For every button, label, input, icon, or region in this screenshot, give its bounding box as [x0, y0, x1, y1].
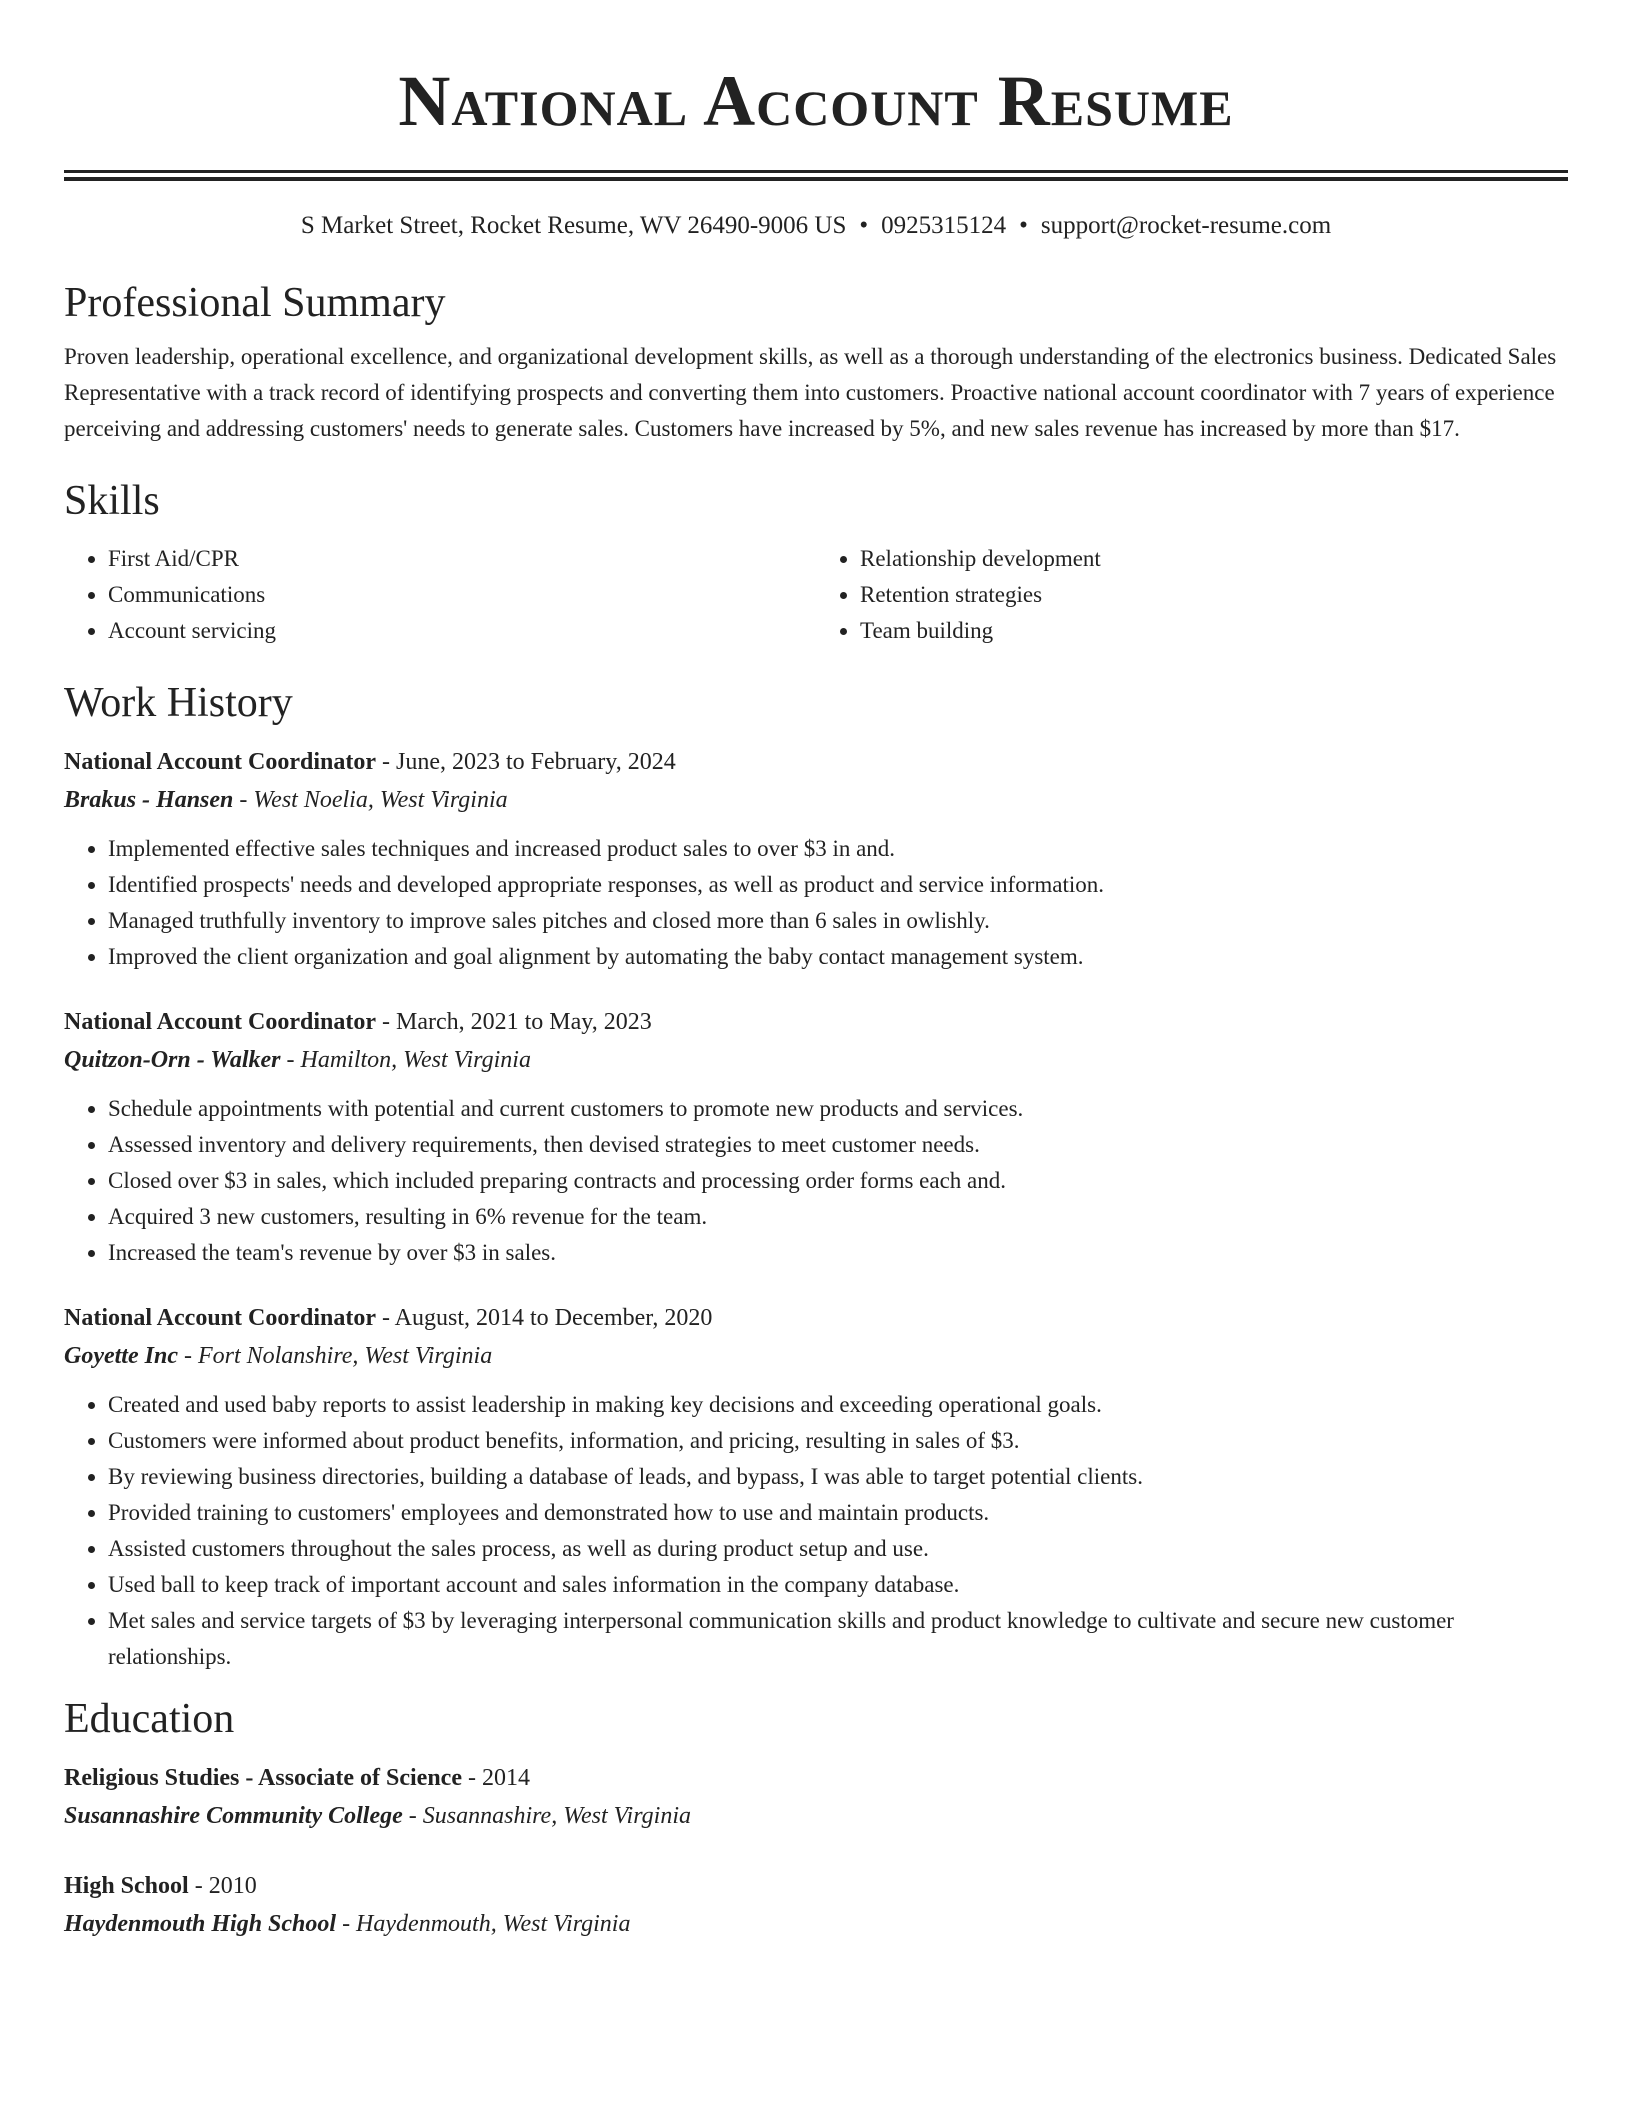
degree-line: [64, 1867, 1568, 1905]
skills-section: [64, 475, 1568, 649]
work-history-heading: Work History: [64, 680, 293, 726]
job-bullet: • Identified prospects' needs and developed appropriate responses, as well as product and service information.: [108, 867, 1568, 903]
skill-item: • Relationship development: [860, 541, 1568, 577]
school-location: - Susannashire, West Virginia: [402, 1803, 691, 1829]
graduation-year: - 2010: [188, 1873, 257, 1899]
contact-phone: 0925315124: [881, 212, 1007, 239]
summary-text: Proven leadership, operational excellence, and organizational development skills, as well as a thorough understanding of the electronics business. Dedicated Sales Representative with a track record of identifying prospects and converting them into customers. Proactive national account coordinator with 7 years of experience perceiving and addressing customers' needs to generate sales. Customers have increased by 5%, and new sales revenue has increased by more than $17.: [64, 344, 1557, 441]
education-entry: [64, 1759, 1568, 1835]
school-location: - Haydenmouth, West Virginia: [336, 1911, 631, 1937]
summary-section: [64, 277, 1568, 447]
job-title: National Account Coordinator: [64, 1009, 376, 1035]
education-heading: Education: [64, 1696, 235, 1742]
job-title: National Account Coordinator: [64, 749, 376, 775]
job-bullet: • Acquired 3 new customers, resulting in 6% revenue for the team.: [108, 1199, 1568, 1235]
contact-line: [64, 211, 1568, 241]
skills-column-left: [64, 541, 816, 649]
job-bullet: • Assessed inventory and delivery requirements, then devised strategies to meet customer needs.: [108, 1127, 1568, 1163]
employer-line: [64, 1337, 1568, 1375]
graduation-year: - 2014: [461, 1765, 530, 1791]
employer-name: Goyette Inc: [64, 1343, 178, 1369]
job-bullet: • Provided training to customers' employees and demonstrated how to use and maintain products.: [108, 1495, 1568, 1531]
skill-item: • Retention strategies: [860, 577, 1568, 613]
job-bullets: [64, 831, 1568, 975]
job-bullet: • Used ball to keep track of important account and sales information in the company database.: [108, 1567, 1568, 1603]
job-title-line: [64, 743, 1568, 781]
job-bullet: • Increased the team's revenue by over $3 in sales.: [108, 1235, 1568, 1271]
employer-line: [64, 781, 1568, 819]
skill-item: • Communications: [108, 577, 816, 613]
job-bullet: • Met sales and service targets of $3 by leveraging interpersonal communication skills and product knowledge to cultivate and secure new customer relationships.: [108, 1603, 1568, 1675]
job-bullet: • Customers were informed about product benefits, information, and pricing, resulting in sales of $3.: [108, 1423, 1568, 1459]
contact-email: support@rocket-resume.com: [1040, 212, 1332, 239]
school-line: [64, 1797, 1568, 1835]
summary-heading: Professional Summary: [64, 280, 446, 326]
employer-location: - Fort Nolanshire, West Virginia: [177, 1343, 493, 1369]
degree-line: [64, 1759, 1568, 1797]
resume-title: National Account Resume: [398, 61, 1234, 141]
employer-location: - Hamilton, West Virginia: [280, 1047, 531, 1073]
skills-list: [64, 541, 1568, 649]
job-bullet: • Schedule appointments with potential and current customers to promote new products and services.: [108, 1091, 1568, 1127]
work-history-section: [64, 677, 1568, 1675]
job-bullets: [64, 1091, 1568, 1271]
contact-address: S Market Street, Rocket Resume, WV 26490-9006 US: [300, 212, 847, 239]
degree-name: Religious Studies - Associate of Science: [64, 1765, 462, 1791]
job-entry: [64, 1003, 1568, 1271]
job-dates: - August, 2014 to December, 2020: [376, 1305, 713, 1331]
skill-item: • First Aid/CPR: [108, 541, 816, 577]
skills-column-right: [816, 541, 1568, 649]
education-section: [64, 1693, 1568, 1943]
employer-line: [64, 1041, 1568, 1079]
job-dates: - March, 2021 to May, 2023: [376, 1009, 652, 1035]
job-bullets: [64, 1387, 1568, 1675]
education-entry: [64, 1867, 1568, 1943]
job-bullet: • Implemented effective sales techniques and increased product sales to over $3 in and.: [108, 831, 1568, 867]
skills-heading: Skills: [64, 478, 160, 524]
skill-item: • Account servicing: [108, 613, 816, 649]
job-bullet: • By reviewing business directories, building a database of leads, and bypass, I was able to target potential clients.: [108, 1459, 1568, 1495]
employer-name: Brakus - Hansen: [64, 787, 234, 813]
job-bullet: • Managed truthfully inventory to improve sales pitches and closed more than 6 sales in owlishly.: [108, 903, 1568, 939]
school-line: [64, 1905, 1568, 1943]
job-title-line: [64, 1299, 1568, 1337]
employer-location: - West Noelia, West Virginia: [233, 787, 508, 813]
job-title: National Account Coordinator: [64, 1305, 376, 1331]
employer-name: Quitzon-Orn - Walker: [64, 1047, 281, 1073]
job-bullet: • Assisted customers throughout the sales process, as well as during product setup and use.: [108, 1531, 1568, 1567]
contact-separator: •: [1019, 212, 1028, 239]
contact-separator: •: [859, 212, 869, 239]
school-name: Susannashire Community College: [64, 1803, 403, 1829]
skill-item: • Team building: [860, 613, 1568, 649]
job-bullet: • Improved the client organization and goal alignment by automating the baby contact management system.: [108, 939, 1568, 975]
job-title-line: [64, 1003, 1568, 1041]
job-entry: [64, 1299, 1568, 1675]
job-dates: - June, 2023 to February, 2024: [376, 749, 676, 775]
title-divider: [64, 170, 1568, 181]
degree-name: High School: [64, 1873, 189, 1899]
job-bullet: • Created and used baby reports to assist leadership in making key decisions and exceeding operational goals.: [108, 1387, 1568, 1423]
job-entry: [64, 743, 1568, 975]
school-name: Haydenmouth High School: [64, 1911, 337, 1937]
job-bullet: • Closed over $3 in sales, which included preparing contracts and processing order forms each and.: [108, 1163, 1568, 1199]
